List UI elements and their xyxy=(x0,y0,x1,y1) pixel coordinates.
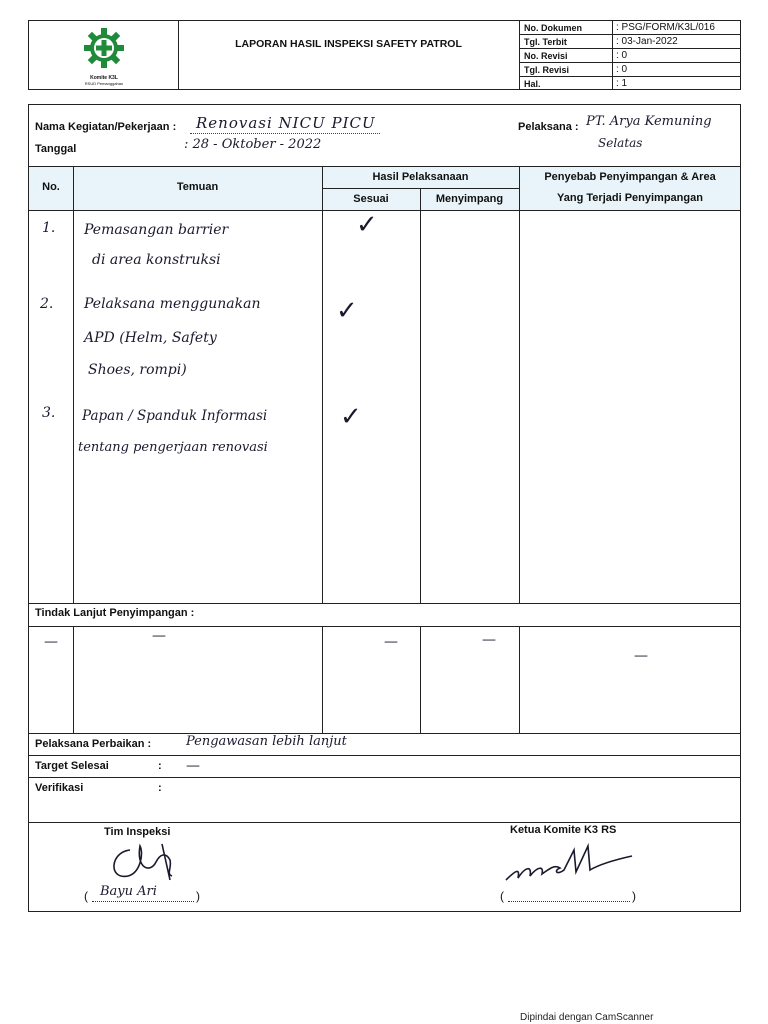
tim-inspeksi-label: Tim Inspeksi xyxy=(104,826,171,838)
tim-dotted-line xyxy=(92,901,194,902)
meta-rule-3 xyxy=(519,62,741,63)
perbaikan-rule-3 xyxy=(28,777,741,778)
ketua-paren-close: ) xyxy=(632,889,636,903)
tindak-rule-bottom xyxy=(28,626,741,627)
col-header-sesuai: Sesuai xyxy=(353,193,389,205)
ketua-signature-icon xyxy=(496,840,646,890)
row-2-line2: APD (Helm, Safety xyxy=(84,330,217,346)
logo-caption-2: RSUD Pemanggahan xyxy=(84,81,124,86)
meta-rule-1 xyxy=(519,34,741,35)
meta-label-doc: No. Dokumen xyxy=(524,23,583,33)
tindak-col-3 xyxy=(420,626,421,733)
tindak-dash-penyebab: — xyxy=(634,648,648,664)
table-top-rule xyxy=(28,166,741,167)
tim-paren-close: ) xyxy=(196,889,200,903)
meta-value-revisi: : 0 xyxy=(616,50,628,61)
row-1-no: 1. xyxy=(42,220,56,236)
perbaikan-rule-4 xyxy=(28,822,741,823)
meta-rule-4 xyxy=(519,76,741,77)
col-header-no: No. xyxy=(42,181,60,193)
tindak-dash-menyimpang: — xyxy=(482,632,496,648)
ketua-paren-open: ( xyxy=(500,889,504,903)
meta-rule-2 xyxy=(519,48,741,49)
tindak-label: Tindak Lanjut Penyimpangan : xyxy=(35,607,195,619)
page-title: LAPORAN HASIL INSPEKSI SAFETY PATROL xyxy=(235,38,462,50)
tanggal-label: Tanggal xyxy=(35,143,77,155)
ketua-label: Ketua Komite K3 RS xyxy=(510,824,617,836)
perbaikan-rule-top xyxy=(28,733,741,734)
target-value: — xyxy=(186,758,200,774)
meta-label-terbit: Tgl. Terbit xyxy=(524,37,567,47)
row-1-line2: di area konstruksi xyxy=(92,252,221,268)
col-line-1 xyxy=(73,166,74,603)
col-header-menyimpang: Menyimpang xyxy=(435,193,504,205)
tindak-dash-temuan: — xyxy=(152,628,166,644)
perbaikan-rule-2 xyxy=(28,755,741,756)
target-colon: : xyxy=(158,760,162,772)
verifikasi-label: Verifikasi xyxy=(35,782,84,794)
pelaksana-perbaikan-value: Pengawasan lebih lanjut xyxy=(186,734,347,749)
tindak-col-1 xyxy=(73,626,74,733)
kegiatan-value: Renovasi NICU PICU xyxy=(196,114,376,132)
verifikasi-colon: : xyxy=(158,782,162,794)
col-line-4 xyxy=(519,166,520,603)
pelaksana-label: Pelaksana : xyxy=(518,121,579,133)
ketua-dotted-line xyxy=(508,901,630,902)
pelaksana-perbaikan-label: Pelaksana Perbaikan : xyxy=(35,738,152,750)
row-2-check: ✓ xyxy=(336,296,358,326)
meta-value-tgl-revisi: : 0 xyxy=(616,64,628,75)
row-3-check: ✓ xyxy=(340,402,362,432)
logo xyxy=(76,26,132,86)
row-1-check: ✓ xyxy=(356,210,378,240)
meta-value-hal: : 1 xyxy=(616,78,628,89)
row-1-line1: Pemasangan barrier xyxy=(84,222,229,238)
meta-value-terbit: : 03-Jan-2022 xyxy=(616,36,678,47)
kegiatan-underline xyxy=(190,133,380,134)
row-3-line1: Papan / Spanduk Informasi xyxy=(82,408,268,424)
header-divider-left xyxy=(178,20,179,90)
meta-label-hal: Hal. xyxy=(524,79,541,89)
tindak-col-4 xyxy=(519,626,520,733)
tim-paren-open: ( xyxy=(84,889,88,903)
row-2-line1: Pelaksana menggunakan xyxy=(84,296,261,312)
meta-label-revisi: No. Revisi xyxy=(524,51,568,61)
tanggal-value: : 28 - Oktober - 2022 xyxy=(184,137,322,152)
row-2-no: 2. xyxy=(40,296,54,312)
gear-cross-icon xyxy=(76,26,132,70)
logo-caption-1: Komite K3L xyxy=(90,75,118,81)
meta-label-tgl-revisi: Tgl. Revisi xyxy=(524,65,570,75)
row-3-no: 3. xyxy=(42,405,56,421)
tindak-rule-top xyxy=(28,603,741,604)
tim-name: Bayu Ari xyxy=(100,884,157,899)
col-line-2 xyxy=(322,166,323,603)
row-3-line2: tentang pengerjaan renovasi xyxy=(78,440,268,455)
col-header-hasil: Hasil Pelaksanaan xyxy=(372,171,469,183)
col-header-temuan: Temuan xyxy=(176,181,219,193)
tindak-col-2 xyxy=(322,626,323,733)
scanner-watermark: Dipindai dengan CamScanner xyxy=(520,1012,654,1023)
tindak-dash-no: — xyxy=(44,634,58,650)
col-header-penyebab-2: Yang Terjadi Penyimpangan xyxy=(557,192,703,204)
table-header-rule xyxy=(28,210,741,211)
tim-signature-icon xyxy=(100,840,190,890)
col-line-3 xyxy=(420,188,421,603)
pelaksana-value-2: Selatas xyxy=(598,136,643,150)
pelaksana-value-1: PT. Arya Kemuning xyxy=(586,114,712,129)
row-2-line3: Shoes, rompi) xyxy=(88,362,187,378)
tindak-dash-sesuai: — xyxy=(384,634,398,650)
col-header-penyebab-1: Penyebab Penyimpangan & Area xyxy=(544,171,716,183)
meta-divider xyxy=(612,20,613,90)
meta-value-doc: : PSG/FORM/K3L/016 xyxy=(616,22,715,33)
kegiatan-label: Nama Kegiatan/Pekerjaan : xyxy=(35,121,177,133)
header-divider-right xyxy=(519,20,520,90)
target-label: Target Selesai xyxy=(35,760,109,772)
